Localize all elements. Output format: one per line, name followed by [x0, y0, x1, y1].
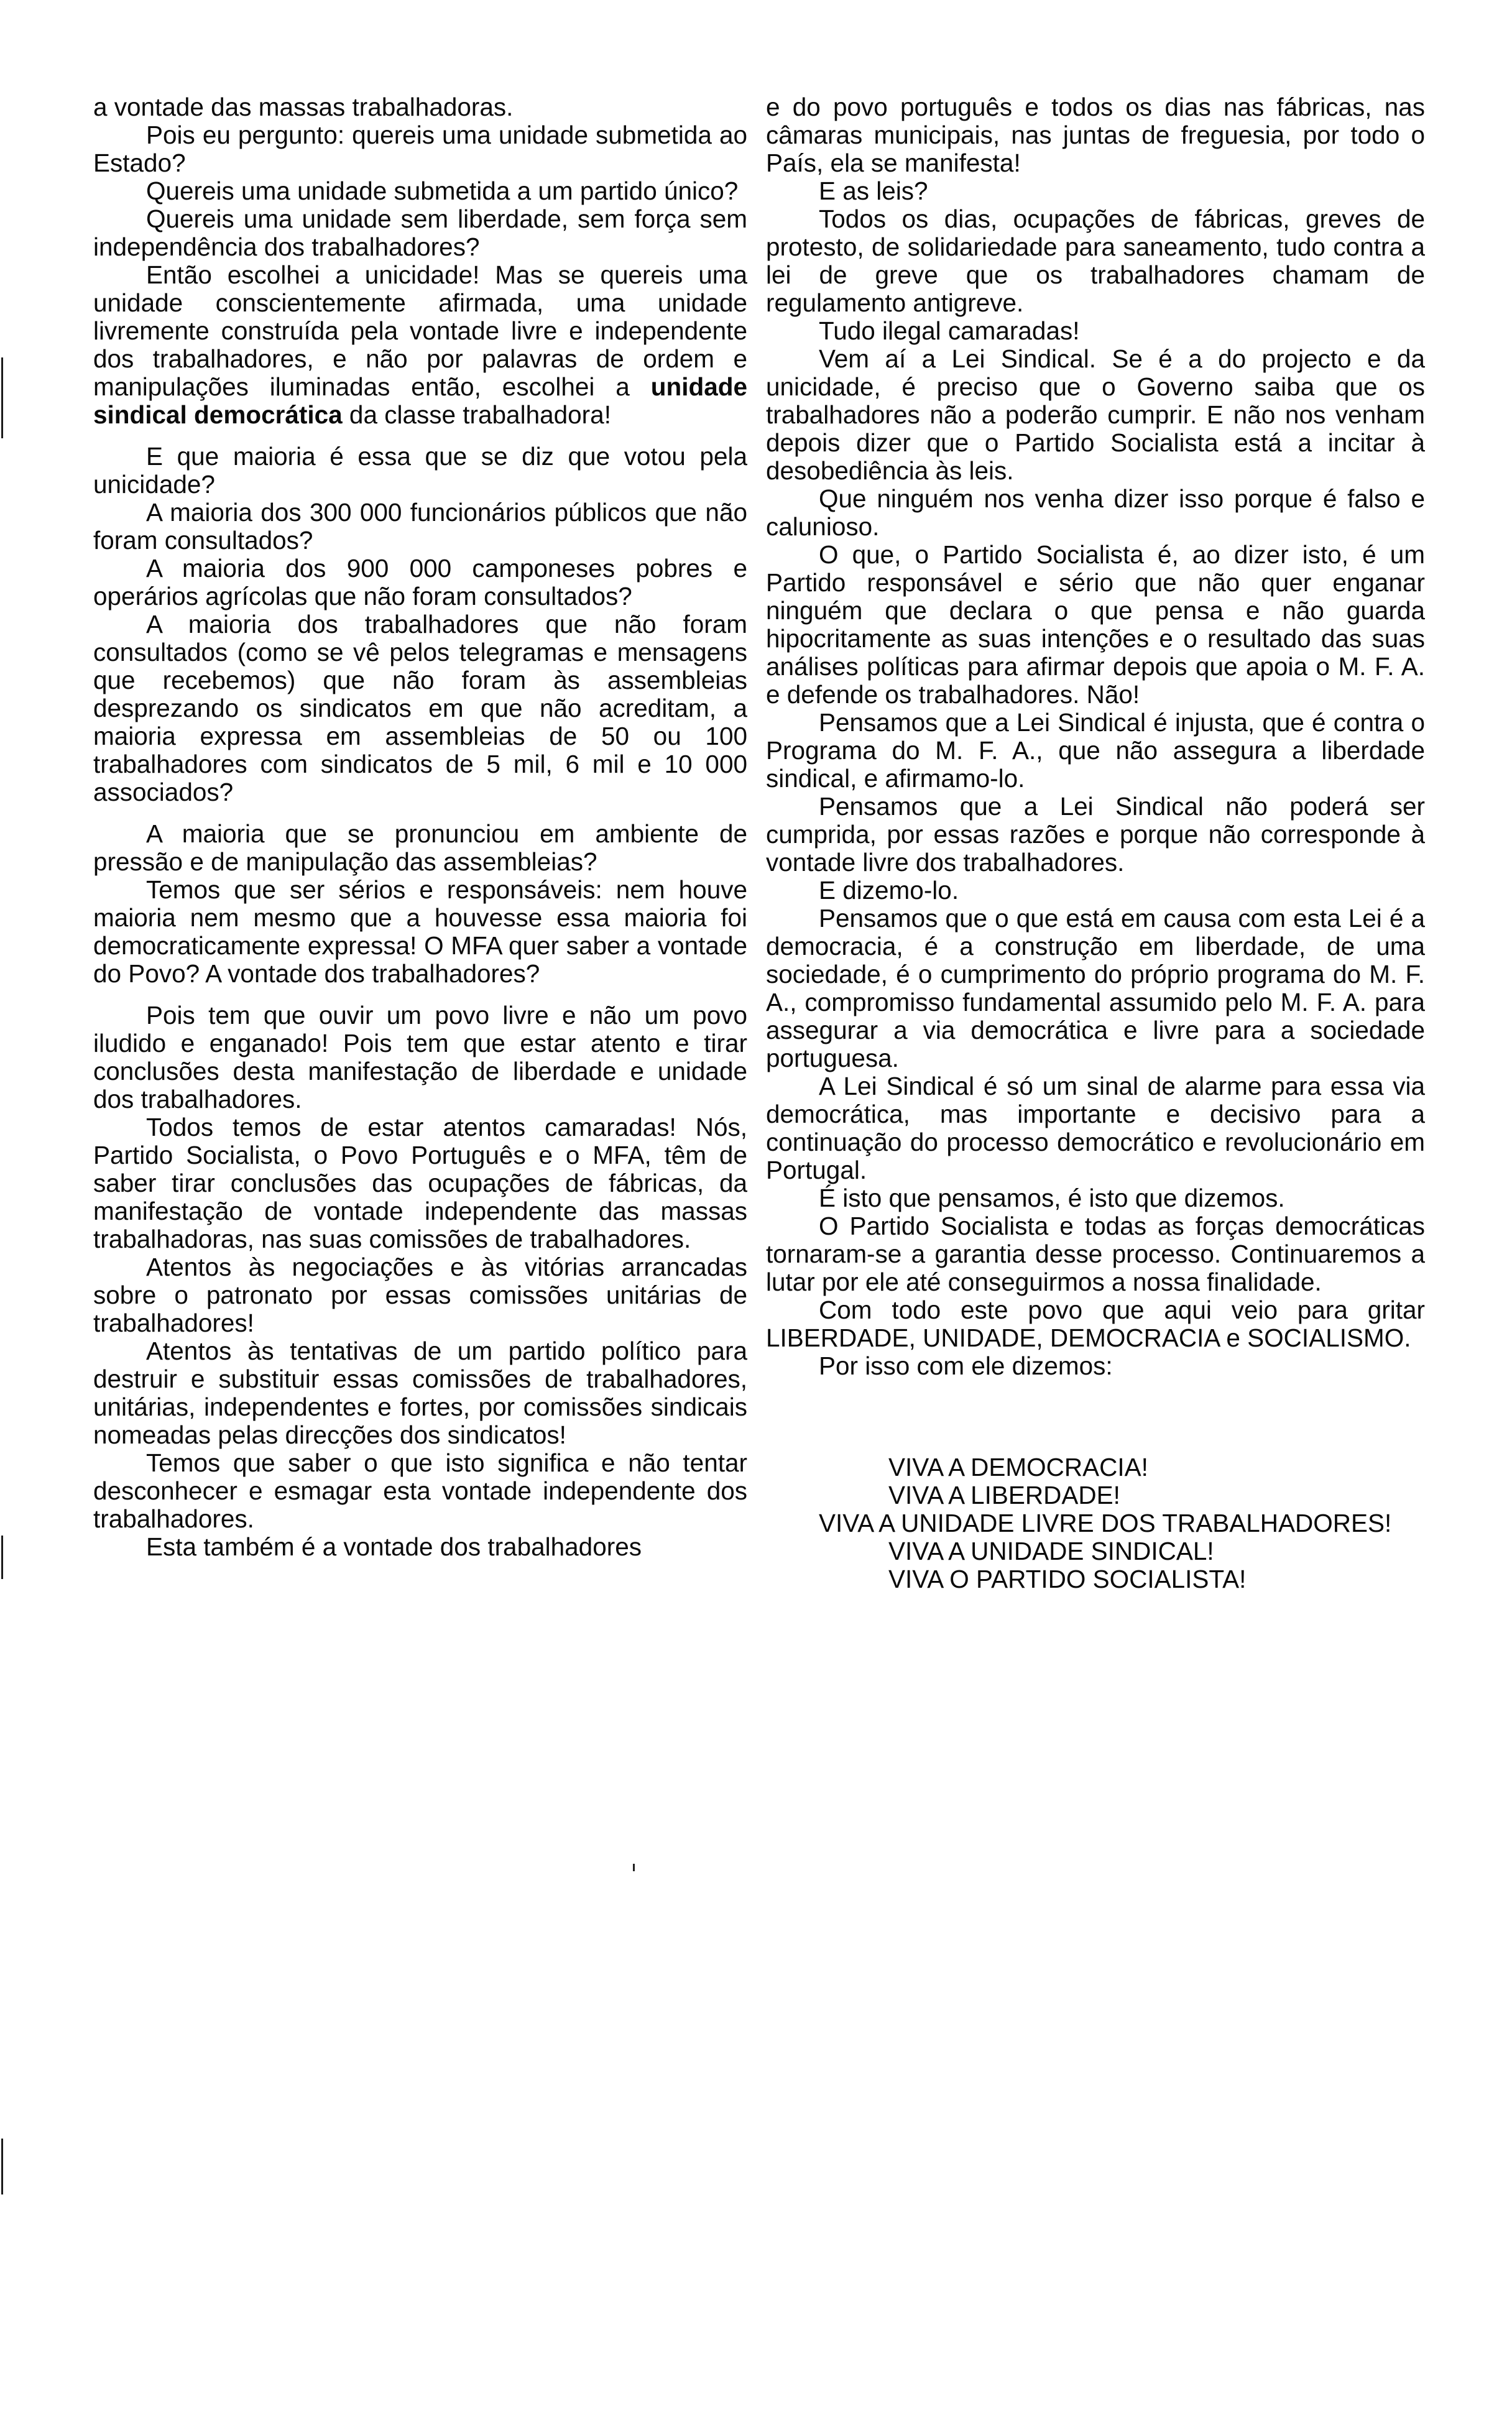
- paragraph: e do povo português e todos os dias nas fábricas, nas câmaras municipais, nas juntas de freguesia, por todo o País, ela se manifesta!: [766, 93, 1425, 177]
- margin-scan-mark: [1, 2139, 3, 2194]
- slogan: VIVA A UNIDADE SINDICAL!: [888, 1537, 1214, 1565]
- emphasis-bold: unidade sindical democrática: [93, 372, 747, 429]
- paragraph: Todos os dias, ocupações de fábricas, greves de protesto, de solidariedade para saneamento, tudo contra a lei de greve que os trabalhadores chamam de regulamento antigreve.: [766, 205, 1425, 317]
- paragraph: Por isso com ele dizemos:: [819, 1352, 1113, 1380]
- slogan: VIVA A DEMOCRACIA!: [888, 1453, 1148, 1481]
- paragraph: E dizemo-lo.: [819, 876, 959, 905]
- paragraph: A maioria dos 300 000 funcionários públicos que não foram consultados?: [93, 498, 747, 555]
- paragraph: Todos temos de estar atentos camaradas! Nós, Partido Socialista, o Povo Português e o MFA, têm de saber tirar conclusões das ocupações de fábricas, da manifestação de vontade independente das massas trabalhadoras, nas suas comissões de trabalhadores.: [93, 1113, 747, 1253]
- paragraph: Quereis uma unidade sem liberdade, sem força sem independência dos trabalhadores?: [93, 205, 747, 261]
- paragraph: A maioria dos 900 000 camponeses pobres e operários agrícolas que não foram consultados?: [93, 554, 747, 610]
- paragraph: Temos que ser sérios e responsáveis: nem houve maioria nem mesmo que a houvesse essa maioria foi democraticamente expressa! O MFA quer saber a vontade do Povo? A vontade dos trabalhadores?: [93, 875, 747, 988]
- paragraph: É isto que pensamos, é isto que dizemos.: [819, 1184, 1285, 1212]
- paragraph: Quereis uma unidade submetida a um partido único?: [146, 177, 739, 205]
- slogan: VIVA O PARTIDO SOCIALISTA!: [888, 1565, 1247, 1593]
- slogan: VIVA A LIBERDADE!: [888, 1481, 1120, 1509]
- paragraph: E que maioria é essa que se diz que votou pela unicidade?: [93, 442, 747, 499]
- paragraph: Atentos às negociações e às vitórias arrancadas sobre o patronato por essas comissões unitárias de trabalhadores!: [93, 1253, 747, 1337]
- paragraph: A maioria dos trabalhadores que não foram consultados (como se vê pelos telegramas e mensagens que recebemos) que não foram às assembleias desprezando os sindicatos em que não acreditam, a maioria expressa em assembleias de 50 ou 100 trabalhadores com sindicatos de 5 mil, 6 mil e 10 000 associados?: [93, 610, 747, 806]
- paragraph-text: da classe trabalhadora!: [342, 400, 611, 429]
- paragraph: Tudo ilegal camaradas!: [819, 316, 1080, 345]
- paragraph: A Lei Sindical é só um sinal de alarme para essa via democrática, mas importante e decisivo para a continuação do processo democrático e revolucionário em Portugal.: [766, 1072, 1425, 1184]
- paragraph: Atentos às tentativas de um partido político para destruir e substituir essas comissões de trabalhadores, unitárias, independentes e fortes, por comissões sindicais nomeadas pelas direcções dos sindicatos!: [93, 1337, 747, 1449]
- paragraph-text: Então escolhei a unicidade! Mas se quereis uma unidade conscientemente afirmada, uma unidade livremente construída pela vontade livre e independente dos trabalhadores, e não por palavras de ordem e manipulações iluminadas então, escolhei a: [93, 260, 747, 401]
- paragraph: Vem aí a Lei Sindical. Se é a do projecto e da unicidade, é preciso que o Governo saiba que os trabalhadores não a poderão cumprir. E não nos venham depois dizer que o Partido Socialista está a incitar à desobediência às leis.: [766, 344, 1425, 485]
- margin-scan-mark: [1, 1536, 3, 1579]
- paragraph: Pois tem que ouvir um povo livre e não um povo iludido e enganado! Pois tem que estar atento e tirar conclusões desta manifestação de liberdade e unidade dos trabalhadores.: [93, 1001, 747, 1113]
- margin-scan-mark: [1, 357, 3, 438]
- paragraph: E as leis?: [819, 177, 928, 205]
- paragraph: a vontade das massas trabalhadoras.: [93, 93, 514, 121]
- paragraph: A maioria que se pronunciou em ambiente de pressão e de manipulação das assembleias?: [93, 819, 747, 876]
- paragraph: Esta também é a vontade dos trabalhadores: [146, 1532, 642, 1561]
- paragraph: Com todo este povo que aqui veio para gritar LIBERDADE, UNIDADE, DEMOCRACIA e SOCIALISMO.: [766, 1296, 1425, 1352]
- paragraph: Temos que saber o que isto significa e não tentar desconhecer e esmagar esta vontade independente dos trabalhadores.: [93, 1448, 747, 1533]
- paragraph: O que, o Partido Socialista é, ao dizer isto, é um Partido responsável e sério que não quer enganar ninguém que declara o que pensa e não guarda hipocritamente as suas intenções e o resultado das suas análises políticas para afirmar depois que apoia o M. F. A. e defende os trabalhadores. Não!: [766, 540, 1425, 709]
- paragraph: Pensamos que o que está em causa com esta Lei é a democracia, é a construção em liberdade, de uma sociedade, é o cumprimento do próprio programa do M. F. A., compromisso fundamental assumido pelo M. F. A. para assegurar a via democrática e livre para a sociedade portuguesa.: [766, 904, 1425, 1072]
- paragraph: [93, 261, 747, 429]
- paragraph: Pensamos que a Lei Sindical é injusta, que é contra o Programa do M. F. A., que não assegura a liberdade sindical, e afirmamo-lo.: [766, 708, 1425, 793]
- paragraph: Pois eu pergunto: quereis uma unidade submetida ao Estado?: [93, 121, 747, 177]
- paragraph: O Partido Socialista e todas as forças democráticas tornaram-se a garantia desse processo. Continuaremos a lutar por ele até conseguirmos a nossa finalidade.: [766, 1212, 1425, 1296]
- left-column: [93, 93, 747, 1561]
- right-column: [766, 93, 1425, 1593]
- scan-speck: [633, 1864, 635, 1871]
- paragraph: Que ninguém nos venha dizer isso porque é falso e calunioso.: [766, 484, 1425, 541]
- paragraph: Pensamos que a Lei Sindical não poderá ser cumprida, por essas razões e porque não corresponde à vontade livre dos trabalhadores.: [766, 792, 1425, 877]
- slogan: VIVA A UNIDADE LIVRE DOS TRABALHADORES!: [819, 1509, 1392, 1537]
